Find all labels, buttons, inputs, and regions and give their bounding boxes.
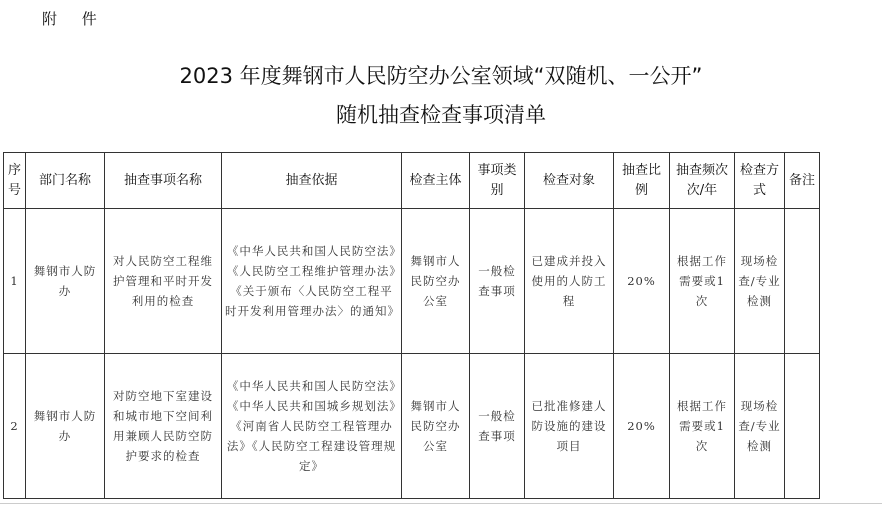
page-edge-divider [0, 503, 882, 504]
header-item: 抽查事项名称 [105, 153, 222, 209]
header-basis: 抽查依据 [222, 153, 402, 209]
cell-item: 对人民防空工程维护管理和平时开发利用的检查 [105, 209, 222, 354]
cell-target: 已建成并投入使用的人防工程 [525, 209, 614, 354]
cell-subject: 舞钢市人民防空办公室 [402, 209, 470, 354]
attachment-label: 附 件 [42, 10, 107, 28]
cell-method: 现场检查/专业检测 [735, 209, 785, 354]
document-title-line1: 2023 年度舞钢市人民防空办公室领域“双随机、一公开” [179, 64, 703, 88]
cell-method: 现场检查/专业检测 [735, 354, 785, 499]
header-subject: 检查主体 [402, 153, 470, 209]
cell-remark [785, 209, 820, 354]
cell-category: 一般检查事项 [470, 354, 525, 499]
header-department: 部门名称 [26, 153, 105, 209]
table-row [4, 209, 820, 354]
cell-frequency: 根据工作需要或1次 [670, 354, 735, 499]
cell-category: 一般检查事项 [470, 209, 525, 354]
table-header-row [4, 153, 820, 209]
cell-frequency: 根据工作需要或1次 [670, 209, 735, 354]
cell-remark [785, 354, 820, 499]
header-frequency: 抽查频次次/年 [670, 153, 735, 209]
cell-ratio: 20% [614, 209, 670, 354]
header-method: 检查方式 [735, 153, 785, 209]
cell-no: 2 [4, 354, 26, 499]
cell-subject: 舞钢市人民防空办公室 [402, 354, 470, 499]
cell-ratio: 20% [614, 354, 670, 499]
table-row [4, 354, 820, 499]
cell-basis: 《中华人民共和国人民防空法》《中华人民共和国城乡规划法》《河南省人民防空工程管理办法》《人民防空工程建设管理规定》 [222, 354, 402, 499]
cell-item: 对防空地下室建设和城市地下空间利用兼顾人民防空防护要求的检查 [105, 354, 222, 499]
cell-department: 舞钢市人防办 [26, 209, 105, 354]
header-category: 事项类别 [470, 153, 525, 209]
header-no: 序号 [4, 153, 26, 209]
header-target: 检查对象 [525, 153, 614, 209]
document-title-line2: 随机抽查检查事项清单 [336, 103, 546, 127]
cell-target: 已批准修建人防设施的建设项目 [525, 354, 614, 499]
header-ratio: 抽查比例 [614, 153, 670, 209]
cell-no: 1 [4, 209, 26, 354]
header-remark: 备注 [785, 153, 820, 209]
inspection-list-table [3, 152, 820, 499]
cell-basis: 《中华人民共和国人民防空法》《人民防空工程维护管理办法》《关于颁布〈人民防空工程平时开发利用管理办法〉的通知》 [222, 209, 402, 354]
cell-department: 舞钢市人防办 [26, 354, 105, 499]
